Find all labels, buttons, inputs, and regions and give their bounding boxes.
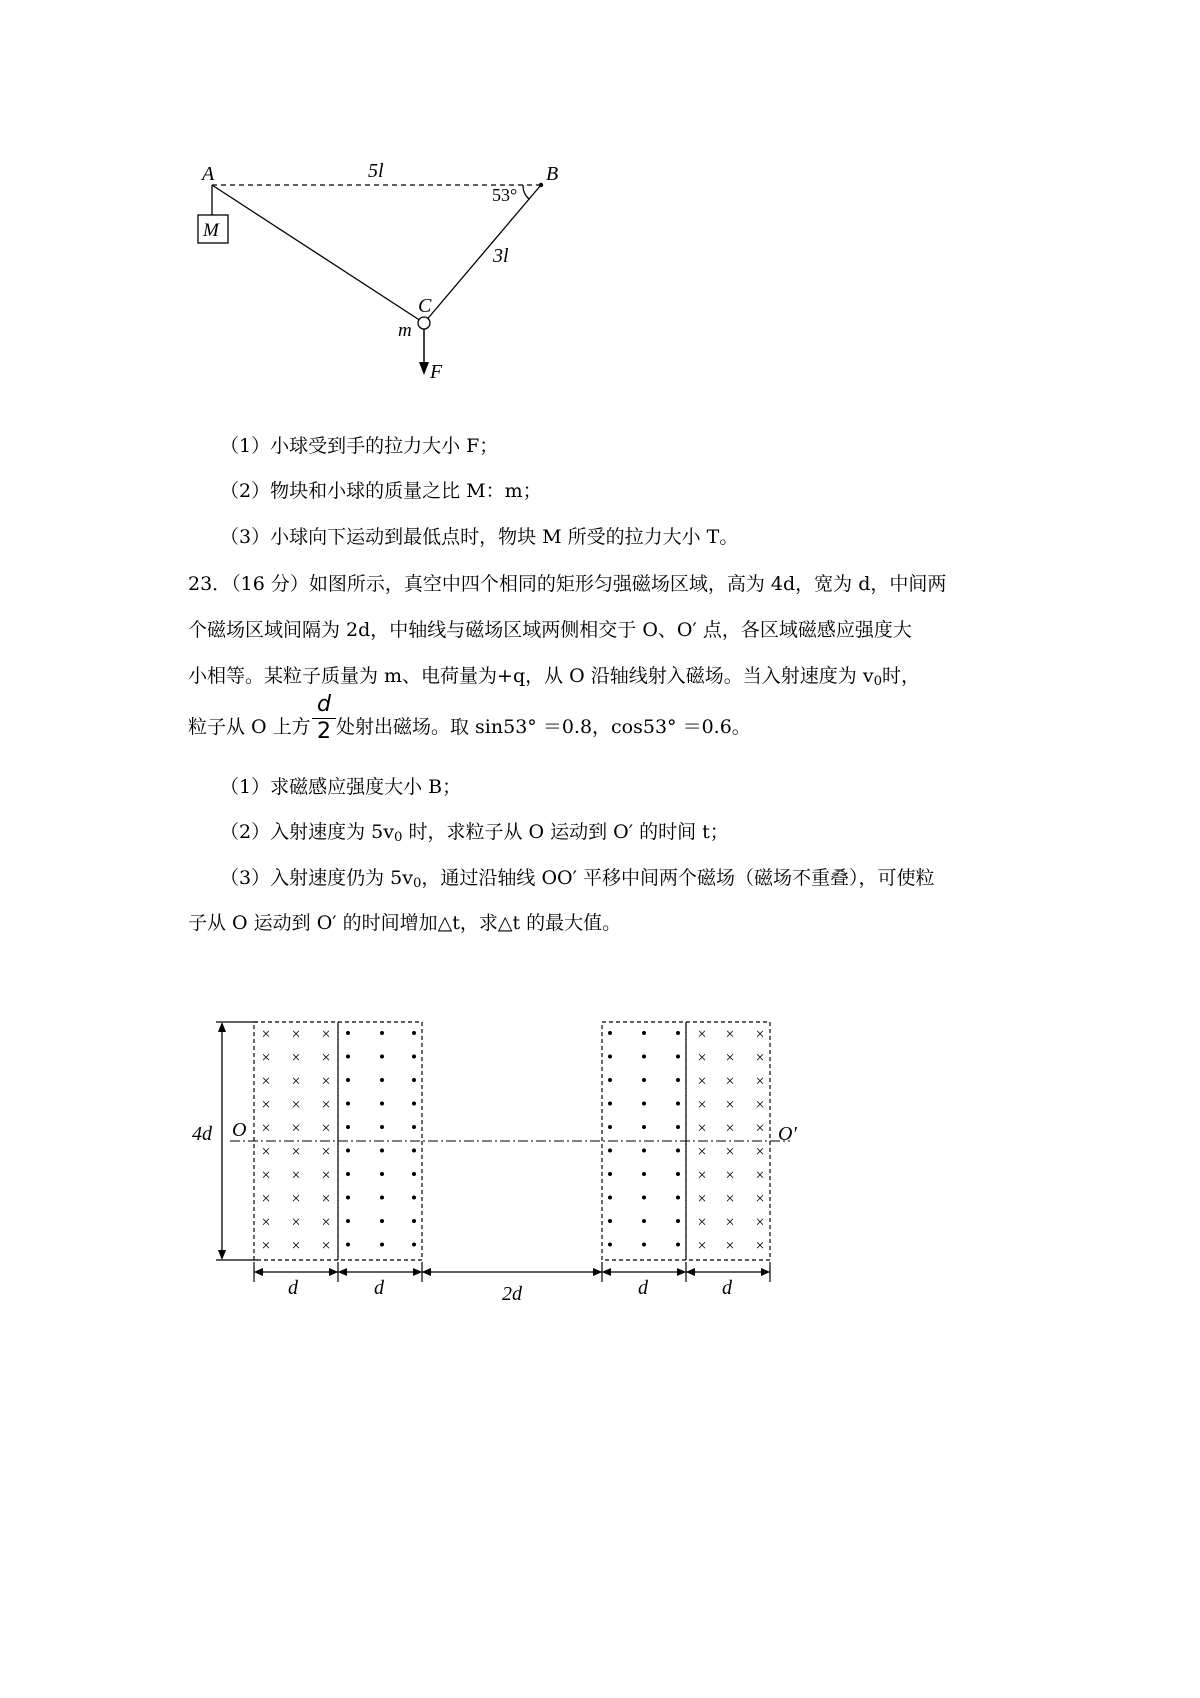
cross-symbol: ×: [291, 1214, 301, 1231]
cross-symbol: ×: [261, 1167, 271, 1184]
q23-line-2: 个磁场区域间隔为 2d，中轴线与磁场区域两侧相交于 O、O′ 点，各区域磁感应强度大: [188, 619, 912, 641]
cross-symbol: ×: [291, 1026, 301, 1043]
cross-symbol: ×: [755, 1214, 765, 1231]
label-block-m: M: [203, 220, 219, 241]
cross-symbol: ×: [725, 1143, 735, 1161]
dot-symbol: [412, 1243, 416, 1247]
dot-symbol: [346, 1125, 350, 1129]
dot-symbol: [608, 1243, 612, 1247]
dot-symbol: [642, 1196, 646, 1200]
dot-symbol: [676, 1102, 680, 1106]
label-d-3: d: [638, 1277, 648, 1299]
magnetic-field-diagram: [190, 1010, 890, 1305]
dot-symbol: [380, 1125, 384, 1129]
label-o: O: [232, 1119, 247, 1141]
fraction-numerator: d: [317, 692, 331, 717]
dot-symbol: [608, 1102, 612, 1106]
q23-sub-3: [220, 869, 934, 890]
label-a: A: [202, 163, 215, 185]
label-o-prime: O′: [778, 1123, 797, 1145]
dot-symbol: [346, 1031, 350, 1035]
cross-symbol: ×: [725, 1049, 735, 1067]
dim-4d-arrow-bottom: [218, 1250, 226, 1260]
q23-sub-2-subscript: 0: [393, 830, 403, 845]
dot-symbol: [676, 1125, 680, 1129]
field-out-of-page-left: [346, 1031, 416, 1247]
dot-symbol: [608, 1078, 612, 1082]
line-ac: [212, 185, 424, 323]
q23-line-4-post: 处射出磁场。取 sin53° ＝0.8，cos53° ＝0.6。: [336, 716, 751, 738]
cross-symbol: ×: [321, 1190, 331, 1208]
dot-symbol: [608, 1149, 612, 1153]
cross-symbol: ×: [321, 1026, 331, 1043]
dot-symbol: [380, 1078, 384, 1082]
cross-symbol: ×: [261, 1237, 271, 1255]
cross-symbol: ×: [697, 1214, 707, 1231]
dot-symbol: [676, 1078, 680, 1082]
q23-sub-2-tail: 时，求粒子从 O 运动到 O′ 的时间 t；: [402, 821, 729, 843]
cross-symbol: ×: [291, 1190, 301, 1208]
dot-symbol: [380, 1196, 384, 1200]
cross-symbol: ×: [321, 1120, 331, 1137]
cross-symbol: ×: [725, 1073, 735, 1090]
force-arrow-head: [419, 362, 429, 375]
q23-sub-3-tail: ，通过沿轴线 OO′ 平移中间两个磁场（磁场不重叠），可使粒: [421, 867, 935, 889]
dot-symbol: [346, 1243, 350, 1247]
dot-symbol: [346, 1078, 350, 1082]
cross-symbol: ×: [291, 1143, 301, 1161]
dot-symbol: [676, 1149, 680, 1153]
figure-2-magnetic-fields: [190, 1010, 890, 1305]
q23-sub-3-text: （3）入射速度仍为 5v: [220, 867, 413, 889]
dot-symbol: [380, 1219, 384, 1223]
cross-symbol: ×: [261, 1073, 271, 1090]
q23-line-3: [188, 667, 920, 688]
dim-arrow-right: [329, 1268, 338, 1276]
dim-4d-arrow-top: [218, 1022, 226, 1032]
label-mass-m: m: [398, 320, 412, 341]
dim-arrow-left: [338, 1268, 347, 1276]
cross-symbol: ×: [725, 1026, 735, 1043]
dot-symbol: [642, 1031, 646, 1035]
dot-symbol: [642, 1078, 646, 1082]
dot-symbol: [346, 1055, 350, 1059]
dot-symbol: [642, 1149, 646, 1153]
label-c: C: [418, 295, 432, 317]
triangle-diagram: [180, 150, 600, 420]
cross-symbol: ×: [725, 1096, 735, 1114]
cross-symbol: ×: [321, 1214, 331, 1231]
q23-line-3-subscript: 0: [873, 674, 883, 689]
dot-symbol: [380, 1031, 384, 1035]
dot-symbol: [642, 1219, 646, 1223]
cross-symbol: ×: [291, 1237, 301, 1255]
cross-symbol: ×: [321, 1237, 331, 1255]
dot-symbol: [380, 1172, 384, 1176]
dot-symbol: [642, 1243, 646, 1247]
cross-symbol: ×: [755, 1120, 765, 1137]
cross-symbol: ×: [697, 1143, 707, 1161]
field-into-page-right: [697, 1026, 764, 1255]
cross-symbol: ×: [291, 1167, 301, 1184]
cross-symbol: ×: [261, 1096, 271, 1114]
dot-symbol: [608, 1219, 612, 1223]
cross-symbol: ×: [755, 1049, 765, 1067]
label-angle-53: 53°: [492, 185, 518, 205]
cross-symbol: ×: [697, 1190, 707, 1208]
q23-line-4-pre: 粒子从 O 上方: [188, 716, 311, 738]
field-out-of-page-right: [608, 1031, 680, 1247]
dot-symbol: [380, 1149, 384, 1153]
dot-symbol: [412, 1219, 416, 1223]
cross-symbol: ×: [697, 1120, 707, 1137]
cross-symbol: ×: [261, 1143, 271, 1161]
label-length-bc: 3l: [493, 245, 509, 267]
dot-symbol: [608, 1196, 612, 1200]
dim-arrow-right: [677, 1268, 686, 1276]
cross-symbol: ×: [261, 1026, 271, 1043]
dot-symbol: [412, 1031, 416, 1035]
line-bc: [424, 185, 541, 323]
dot-symbol: [412, 1196, 416, 1200]
dim-arrow-left: [254, 1268, 263, 1276]
dim-arrow-right: [413, 1268, 422, 1276]
dot-symbol: [676, 1055, 680, 1059]
cross-symbol: ×: [697, 1026, 707, 1043]
ball-c: [418, 317, 430, 329]
label-force-f: F: [430, 361, 443, 383]
label-d-4: d: [722, 1277, 732, 1299]
cross-symbol: ×: [261, 1120, 271, 1137]
q23-sub-2-text: （2）入射速度为 5v: [220, 821, 394, 843]
dot-symbol: [676, 1243, 680, 1247]
cross-symbol: ×: [321, 1096, 331, 1114]
dot-symbol: [642, 1172, 646, 1176]
dot-symbol: [346, 1102, 350, 1106]
cross-symbol: ×: [321, 1049, 331, 1067]
dot-symbol: [642, 1102, 646, 1106]
label-d-1: d: [288, 1277, 298, 1299]
cross-symbol: ×: [321, 1167, 331, 1184]
cross-symbol: ×: [725, 1120, 735, 1137]
q23-sub-3-subscript: 0: [412, 876, 422, 891]
cross-symbol: ×: [755, 1167, 765, 1184]
cross-symbol: ×: [291, 1049, 301, 1067]
cross-symbol: ×: [725, 1237, 735, 1255]
point-b: [539, 183, 543, 187]
q23-line-1: 23．（16 分）如图所示，真空中四个相同的矩形匀强磁场区域，高为 4d，宽为 d，中间两: [188, 573, 947, 595]
cross-symbol: ×: [697, 1096, 707, 1114]
dot-symbol: [642, 1055, 646, 1059]
dot-symbol: [412, 1125, 416, 1129]
label-4d: 4d: [192, 1123, 212, 1145]
q23-sub-1: （1）求磁感应强度大小 B；: [220, 776, 462, 798]
dot-symbol: [346, 1219, 350, 1223]
cross-symbol: ×: [321, 1143, 331, 1161]
dot-symbol: [346, 1172, 350, 1176]
dot-symbol: [642, 1125, 646, 1129]
q23-sub-3-line-2: 子从 O 运动到 O′ 的时间增加△t，求△t 的最大值。: [188, 912, 622, 934]
label-2d: 2d: [502, 1283, 522, 1305]
fraction-denominator: 2: [317, 719, 331, 744]
dim-arrow-right: [593, 1268, 602, 1276]
cross-symbol: ×: [725, 1167, 735, 1184]
cross-symbol: ×: [261, 1049, 271, 1067]
label-b: B: [546, 163, 559, 185]
dot-symbol: [676, 1172, 680, 1176]
cross-symbol: ×: [755, 1026, 765, 1043]
dot-symbol: [676, 1196, 680, 1200]
cross-symbol: ×: [697, 1237, 707, 1255]
cross-symbol: ×: [261, 1214, 271, 1231]
cross-symbol: ×: [755, 1143, 765, 1161]
dot-symbol: [608, 1055, 612, 1059]
angle-arc-b: [523, 185, 529, 199]
cross-symbol: ×: [697, 1167, 707, 1184]
prev-question-2: （2）物块和小球的质量之比 M：m；: [220, 480, 542, 502]
cross-symbol: ×: [261, 1190, 271, 1208]
dot-symbol: [346, 1149, 350, 1153]
dot-symbol: [380, 1055, 384, 1059]
cross-symbol: ×: [755, 1096, 765, 1114]
dim-arrow-left: [422, 1268, 431, 1276]
label-d-2: d: [374, 1277, 384, 1299]
cross-symbol: ×: [755, 1237, 765, 1255]
dim-arrow-right: [761, 1268, 770, 1276]
prev-question-3: （3）小球向下运动到最低点时，物块 M 所受的拉力大小 T。: [220, 526, 739, 548]
dot-symbol: [346, 1196, 350, 1200]
dot-symbol: [412, 1149, 416, 1153]
dim-arrow-left: [686, 1268, 695, 1276]
cross-symbol: ×: [697, 1049, 707, 1067]
dot-symbol: [676, 1031, 680, 1035]
dot-symbol: [380, 1102, 384, 1106]
q23-line-3-text: 小相等。某粒子质量为 m、电荷量为+q，从 O 沿轴线射入磁场。当入射速度为 v: [188, 665, 874, 687]
field-into-page-left: [261, 1026, 330, 1255]
prev-question-1: （1）小球受到手的拉力大小 F；: [220, 435, 499, 457]
label-length-ab: 5l: [368, 160, 384, 182]
dot-symbol: [608, 1125, 612, 1129]
dot-symbol: [608, 1031, 612, 1035]
cross-symbol: ×: [755, 1073, 765, 1090]
dot-symbol: [380, 1243, 384, 1247]
cross-symbol: ×: [725, 1214, 735, 1231]
fraction-d-over-2: [312, 694, 336, 743]
q23-line-3-tail: 时，: [882, 665, 921, 687]
dot-symbol: [412, 1078, 416, 1082]
dot-symbol: [608, 1172, 612, 1176]
cross-symbol: ×: [321, 1073, 331, 1090]
cross-symbol: ×: [291, 1073, 301, 1090]
cross-symbol: ×: [755, 1190, 765, 1208]
figure-1-triangle: [180, 150, 600, 420]
dot-symbol: [412, 1055, 416, 1059]
dot-symbol: [412, 1172, 416, 1176]
cross-symbol: ×: [291, 1120, 301, 1137]
cross-symbol: ×: [697, 1073, 707, 1090]
cross-symbol: ×: [725, 1190, 735, 1208]
dot-symbol: [676, 1219, 680, 1223]
cross-symbol: ×: [291, 1096, 301, 1114]
dim-arrow-left: [602, 1268, 611, 1276]
q23-sub-2: [220, 823, 729, 844]
dot-symbol: [412, 1102, 416, 1106]
